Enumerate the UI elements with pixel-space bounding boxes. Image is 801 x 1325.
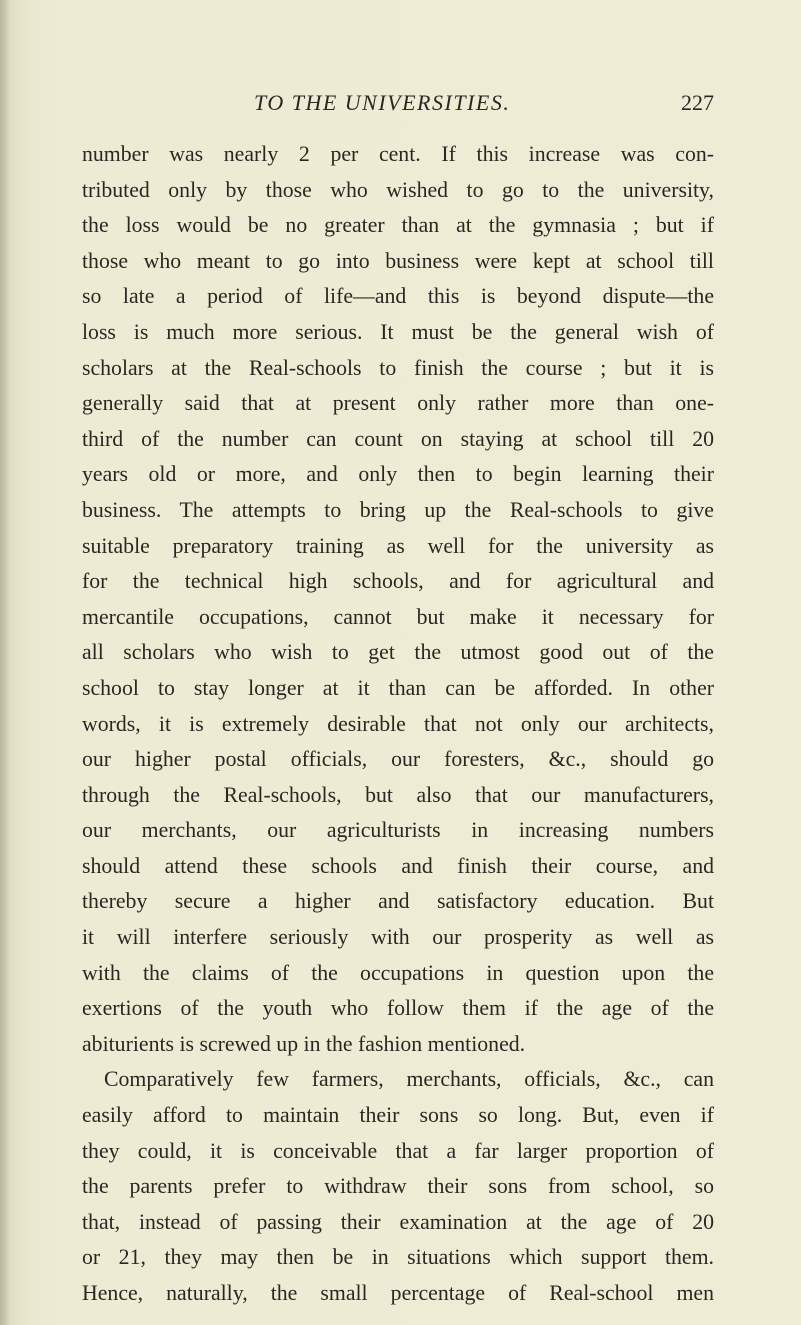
- text-line: or 21, they may then be in situations which support them.: [82, 1245, 714, 1270]
- text-line: those who meant to go into business were kept at school till: [82, 248, 714, 273]
- page-number: 227: [681, 90, 714, 115]
- text-line: loss is much more serious. It must be the general wish of: [82, 319, 714, 344]
- text-line: should attend these schools and finish their course, and: [82, 853, 714, 878]
- text-line: school to stay longer at it than can be afforded. In other: [82, 675, 714, 700]
- binding-gutter-shadow: [0, 0, 10, 1325]
- text-line: thereby secure a higher and satisfactory education. But: [82, 889, 714, 914]
- text-line: Hence, naturally, the small percentage of Real-school men: [82, 1281, 714, 1305]
- text-line: our higher postal officials, our foresters, &c., should go: [82, 747, 714, 772]
- text-line: the parents prefer to withdraw their sons from school, so: [82, 1174, 714, 1199]
- text-line: words, it is extremely desirable that not only our architects,: [82, 711, 714, 736]
- text-line: mercantile occupations, cannot but make it necessary for: [82, 604, 714, 629]
- text-line-paragraph-end: abiturients is screwed up in the fashion mentioned.: [82, 1031, 526, 1056]
- text-line: third of the number can count on staying at school till 20: [82, 426, 714, 451]
- text-line-paragraph-start: Comparatively few farmers, merchants, officials, &c., can: [104, 1067, 714, 1092]
- running-head: [82, 90, 714, 120]
- running-title: TO THE UNIVERSITIES.: [254, 90, 511, 115]
- text-line: for the technical high schools, and for agricultural and: [82, 569, 714, 594]
- text-line: through the Real-schools, but also that our manufacturers,: [82, 782, 714, 807]
- text-line: number was nearly 2 per cent. If this increase was con-: [82, 142, 714, 166]
- text-line: business. The attempts to bring up the Real-schools to give: [82, 497, 714, 522]
- text-line: exertions of the youth who follow them if the age of the: [82, 996, 714, 1021]
- text-line: scholars at the Real-schools to finish the course ; but it is: [82, 355, 714, 380]
- text-line: suitable preparatory training as well for the university as: [82, 533, 714, 558]
- text-line: years old or more, and only then to begin learning their: [82, 462, 714, 487]
- text-line: all scholars who wish to get the utmost good out of the: [82, 640, 714, 665]
- text-line: they could, it is conceivable that a far larger proportion of: [82, 1138, 714, 1163]
- body-text: [82, 137, 714, 1312]
- text-line: easily afford to maintain their sons so long. But, even if: [82, 1103, 714, 1128]
- text-line: our merchants, our agriculturists in increasing numbers: [82, 818, 714, 843]
- text-line: tributed only by those who wished to go to the university,: [82, 177, 714, 202]
- text-line: with the claims of the occupations in question upon the: [82, 960, 714, 985]
- text-line: so late a period of life—and this is beyond dispute—the: [82, 284, 714, 309]
- text-line: the loss would be no greater than at the gymnasia ; but if: [82, 213, 714, 238]
- text-line: it will interfere seriously with our prosperity as well as: [82, 925, 714, 950]
- text-line: generally said that at present only rather more than one-: [82, 391, 714, 416]
- text-line: that, instead of passing their examination at the age of 20: [82, 1209, 714, 1234]
